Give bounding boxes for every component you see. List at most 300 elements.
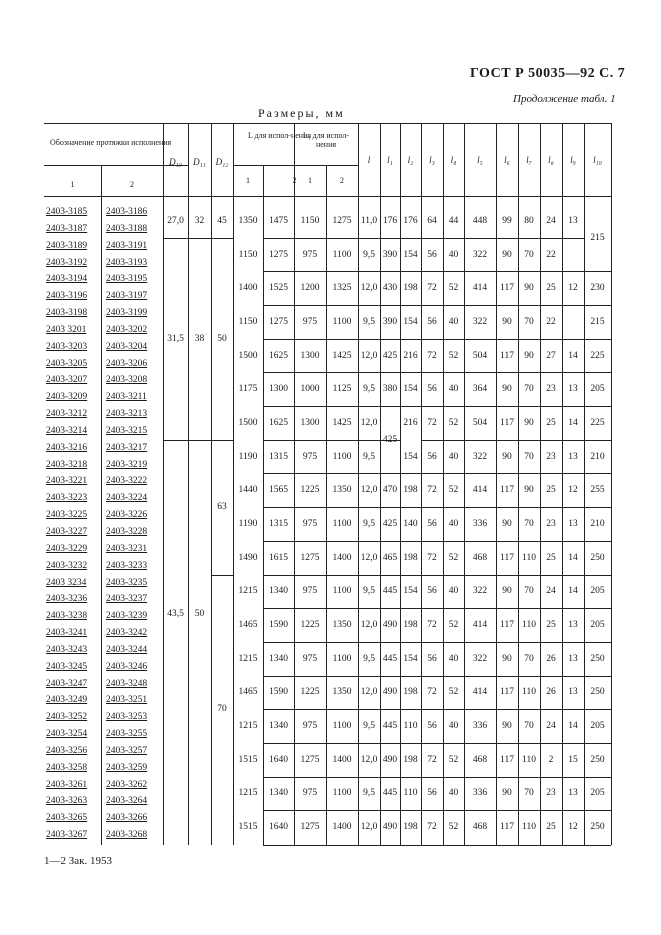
d10-value: 43,5 [167, 609, 184, 620]
data-cell: 12,0 [360, 485, 378, 496]
l10-value: 210 [590, 451, 605, 462]
code-exec2: 2403-3237 [106, 594, 148, 605]
data-cell: 445 [382, 788, 398, 799]
header-l6: l₆ [504, 155, 510, 165]
data-cell: 1340 [269, 788, 288, 799]
data-cell: 322 [472, 316, 488, 327]
data-cell: 322 [472, 451, 488, 462]
code-exec1: 2403-3212 [46, 409, 88, 420]
data-cell: 445 [382, 653, 398, 664]
code-exec2: 2403-3211 [106, 392, 147, 403]
data-cell: 110 [522, 687, 536, 698]
data-cell: 9,5 [363, 586, 375, 597]
data-cell: 1350 [332, 687, 352, 698]
header-l7: l₇ [526, 155, 532, 165]
header-l10: l₁₀ [593, 155, 602, 165]
data-cell: 70 [524, 316, 534, 327]
data-cell: 90 [502, 249, 512, 260]
data-cell: 140 [403, 519, 418, 529]
data-cell: 72 [427, 822, 437, 833]
code-exec2: 2403-3226 [106, 510, 148, 521]
data-cell: 975 [302, 788, 318, 799]
code-exec1: 2403-3218 [46, 459, 88, 470]
data-cell: 490 [382, 754, 398, 765]
data-cell: 414 [472, 620, 488, 631]
data-cell: 975 [302, 653, 318, 664]
code-exec2: 2403-3195 [106, 274, 148, 285]
data-cell: 1100 [332, 316, 352, 327]
header-L1: L₁ для испол-нения [302, 131, 350, 149]
data-cell: 198 [403, 485, 418, 496]
data-cell: 1190 [238, 519, 258, 529]
data-cell: 1300 [300, 350, 320, 361]
data-cell: 52 [448, 822, 459, 833]
data-cell: 1315 [269, 519, 288, 529]
data-cell: 72 [427, 485, 437, 496]
data-cell: 40 [448, 788, 459, 799]
code-exec1: 2403-3241 [46, 628, 88, 639]
data-cell: 70 [524, 653, 534, 664]
data-cell: 56 [427, 249, 437, 260]
l10-value: 210 [590, 519, 605, 529]
header-L-col1: 1 [246, 176, 250, 185]
data-cell: 56 [427, 316, 437, 327]
header-l2: l₂ [407, 155, 414, 165]
data-cell: 1425 [332, 350, 352, 361]
data-cell: 12,0 [360, 283, 378, 294]
data-cell: 1100 [332, 788, 352, 799]
data-cell: 110 [522, 620, 536, 631]
data-cell: 154 [403, 384, 418, 395]
data-cell: 154 [403, 451, 418, 462]
data-cell: 25 [546, 417, 556, 428]
data-cell: 90 [524, 283, 534, 294]
header-l: l [367, 155, 371, 165]
code-exec1: 2403-3245 [46, 661, 88, 672]
data-cell: 1400 [332, 822, 352, 833]
data-cell: 1315 [269, 451, 288, 462]
data-cell: 9,5 [363, 721, 375, 732]
header-L-col2: 2 [292, 176, 297, 185]
data-cell: 1175 [238, 384, 258, 395]
data-cell: 90 [524, 485, 534, 496]
code-exec1: 2403-3243 [46, 644, 88, 655]
code-exec2: 2403-3206 [106, 358, 148, 369]
data-cell: 40 [448, 249, 459, 260]
code-exec2: 2403-3224 [106, 493, 148, 504]
code-exec1: 2403-3205 [46, 358, 88, 369]
data-cell: 1500 [238, 417, 258, 428]
data-cell: 1215 [238, 788, 258, 799]
data-cell: 40 [448, 384, 459, 395]
data-cell: 110 [403, 788, 418, 799]
code-exec1: 2403-3258 [46, 762, 88, 773]
d12-value: 45 [217, 215, 227, 226]
data-cell: 216 [403, 350, 418, 361]
code-exec1: 2403-3196 [46, 291, 88, 302]
data-cell: 9,5 [363, 249, 375, 260]
data-cell: 1275 [300, 822, 320, 833]
data-cell: 13 [568, 620, 578, 631]
l10-value: 205 [590, 788, 605, 799]
data-cell: 1625 [269, 350, 288, 361]
data-cell: 117 [500, 822, 514, 833]
data-cell: 90 [502, 384, 512, 395]
data-cell: 1275 [269, 249, 288, 260]
data-cell: 1340 [269, 653, 288, 664]
data-cell: 25 [546, 552, 556, 563]
data-cell: 70 [524, 451, 534, 462]
l10-value: 250 [590, 687, 605, 698]
l10-value: 215 [590, 232, 605, 243]
code-exec1: 2403-3238 [46, 611, 88, 622]
data-cell: 1525 [269, 283, 288, 294]
data-cell: 117 [500, 417, 514, 428]
data-cell: 70 [524, 384, 534, 395]
data-cell: 26 [546, 653, 556, 664]
data-cell: 13 [568, 788, 578, 799]
code-exec1: 2403-3229 [46, 543, 88, 554]
data-cell: 1475 [269, 215, 288, 226]
code-exec2: 2403-3264 [106, 796, 148, 807]
data-cell: 1500 [238, 350, 258, 361]
data-cell: 90 [502, 316, 512, 327]
code-exec1: 2403-3236 [46, 594, 88, 605]
code-exec2: 2403-3255 [106, 729, 148, 740]
data-cell: 52 [448, 754, 459, 765]
data-cell: 52 [448, 687, 459, 698]
data-cell: 52 [448, 350, 459, 361]
data-cell: 117 [500, 754, 514, 765]
data-cell: 13 [568, 687, 578, 698]
code-exec1: 2403-3216 [46, 442, 88, 453]
data-cell: 110 [403, 721, 418, 732]
data-cell: 1100 [332, 451, 352, 462]
data-cell: 1225 [300, 485, 320, 496]
data-cell: 99 [502, 215, 512, 226]
data-cell: 445 [382, 586, 398, 597]
code-exec1: 2403-3265 [46, 813, 88, 824]
data-cell: 14 [568, 552, 578, 563]
data-cell: 1275 [269, 316, 288, 327]
code-exec2: 2403-3188 [106, 223, 148, 234]
data-cell: 117 [500, 552, 514, 563]
header-L: L для испол-нения [247, 131, 312, 140]
header-l5: l₅ [477, 155, 483, 165]
code-exec1: 2403-3221 [46, 476, 88, 487]
code-exec2: 2403-3202 [106, 324, 148, 335]
code-exec1: 2403-3209 [46, 392, 88, 403]
data-cell: 23 [546, 788, 556, 799]
data-cell: 22 [546, 316, 556, 327]
data-cell: 1190 [238, 451, 258, 462]
l10-value: 250 [590, 754, 605, 765]
data-cell: 13 [568, 215, 578, 226]
data-cell: 90 [502, 451, 512, 462]
data-cell: 1590 [269, 687, 288, 698]
data-cell: 1465 [238, 687, 258, 698]
data-cell: 25 [546, 822, 556, 833]
data-cell: 24 [546, 721, 556, 732]
document-header: ГОСТ Р 50035—92 С. 7 [470, 66, 626, 81]
data-cell: 1350 [332, 485, 352, 496]
data-cell: 1215 [238, 586, 258, 597]
code-exec1: 2403-3267 [46, 830, 88, 841]
data-cell: 1440 [238, 485, 258, 496]
data-cell: 1300 [269, 384, 288, 395]
data-cell: 117 [500, 350, 514, 361]
data-cell: 13 [568, 519, 578, 529]
code-exec2: 2403-3231 [106, 543, 148, 554]
code-exec2: 2403-3268 [106, 830, 148, 841]
data-cell: 12,0 [360, 350, 378, 361]
data-cell: 12 [568, 485, 578, 496]
data-cell: 1225 [300, 620, 320, 631]
data-cell: 14 [568, 586, 578, 597]
code-exec1: 2403-3227 [46, 527, 88, 537]
d12-value: 70 [217, 704, 227, 715]
data-cell: 414 [472, 687, 488, 698]
code-exec1: 2403 3234 [46, 577, 87, 588]
data-cell: 9,5 [363, 788, 375, 799]
data-cell: 1225 [300, 687, 320, 698]
data-cell: 70 [524, 721, 534, 732]
data-cell: 56 [427, 721, 437, 732]
code-exec2: 2403-3213 [106, 409, 148, 420]
code-exec2: 2403-3219 [106, 459, 148, 470]
data-cell: 975 [302, 586, 318, 597]
data-cell: 1625 [269, 417, 288, 428]
data-cell: 24 [546, 215, 556, 226]
data-cell: 52 [448, 417, 459, 428]
data-cell: 176 [403, 215, 418, 226]
code-exec2: 2403-3208 [106, 375, 148, 386]
code-exec1: 2403-3232 [46, 560, 88, 571]
data-cell: 90 [502, 519, 512, 529]
data-cell: 72 [427, 283, 437, 294]
code-exec2: 2403-3217 [106, 442, 148, 453]
data-cell: 40 [448, 316, 459, 327]
data-cell: 12,0 [360, 754, 378, 765]
data-cell: 364 [472, 384, 488, 395]
data-cell: 90 [524, 350, 534, 361]
data-cell: 9,5 [363, 316, 375, 327]
data-cell: 975 [302, 519, 318, 529]
data-cell: 1275 [300, 552, 320, 563]
data-cell: 110 [522, 822, 536, 833]
code-exec1: 2403-3194 [46, 274, 88, 285]
data-cell: 1300 [300, 417, 320, 428]
code-exec2: 2403-3257 [106, 745, 148, 756]
data-cell: 1275 [300, 754, 320, 765]
data-cell: 27 [546, 350, 556, 361]
l10-value: 205 [590, 620, 605, 631]
code-exec2: 2403-3253 [106, 712, 148, 723]
data-cell: 448 [472, 215, 488, 226]
l10-value: 205 [590, 586, 605, 597]
code-exec1: 2403 3201 [46, 324, 87, 335]
data-cell: 1400 [332, 754, 352, 765]
code-exec1: 2403-3225 [46, 510, 88, 521]
data-cell: 336 [472, 788, 488, 799]
code-exec1: 2403-3254 [46, 729, 88, 740]
data-cell: 70 [524, 519, 534, 529]
data-cell: 23 [546, 384, 556, 395]
code-exec2: 2403-3199 [106, 308, 148, 319]
data-cell: 336 [472, 721, 488, 732]
d10-value: 27,0 [167, 215, 184, 226]
data-cell: 22 [546, 249, 556, 260]
l10-value: 225 [590, 350, 605, 361]
data-cell: 975 [302, 721, 318, 732]
header-l4: l₄ [450, 155, 457, 165]
data-cell: 198 [403, 822, 418, 833]
data-cell: 1350 [332, 620, 352, 631]
header-l8: l₈ [548, 155, 554, 165]
data-cell: 52 [448, 620, 459, 631]
data-cell: 12,0 [360, 822, 378, 833]
data-cell: 390 [382, 249, 398, 260]
data-cell: 40 [448, 586, 459, 597]
data-cell: 1565 [269, 485, 288, 496]
data-cell: 198 [403, 620, 418, 631]
data-cell: 9,5 [363, 519, 375, 529]
data-cell: 72 [427, 754, 437, 765]
code-exec1: 2403-3203 [46, 341, 88, 352]
data-cell: 468 [472, 822, 488, 833]
code-exec2: 2403-3248 [106, 678, 148, 689]
header-L1-col1: 1 [308, 176, 312, 185]
data-cell: 56 [427, 788, 437, 799]
data-cell: 414 [472, 485, 488, 496]
code-exec1: 2403-3185 [46, 207, 88, 217]
header-l1: l₁ [387, 155, 393, 165]
data-cell: 1200 [300, 283, 320, 294]
data-cell: 504 [472, 417, 488, 428]
header-l3: l₃ [429, 155, 435, 165]
header-designation-col1: 1 [70, 180, 75, 189]
code-exec1: 2403-3256 [46, 745, 88, 756]
data-cell: 44 [448, 215, 459, 226]
data-cell: 70 [524, 249, 534, 260]
data-cell: 154 [403, 653, 418, 664]
table-units-caption: Размеры, мм [258, 106, 345, 120]
code-exec1: 2403-3247 [46, 678, 88, 689]
data-cell: 470 [382, 485, 398, 496]
data-cell: 117 [500, 485, 514, 496]
data-cell: 1100 [332, 721, 352, 732]
data-cell: 1325 [332, 283, 352, 294]
data-cell: 90 [524, 417, 534, 428]
data-cell: 13 [568, 451, 578, 462]
d12-value: 63 [217, 502, 227, 513]
data-cell: 14 [568, 417, 578, 428]
data-cell: 90 [502, 721, 512, 732]
data-cell: 117 [500, 687, 514, 698]
data-cell: 117 [500, 283, 514, 294]
data-cell: 1215 [238, 653, 258, 664]
code-exec2: 2403-3266 [106, 813, 148, 824]
data-cell: 15 [568, 754, 578, 765]
code-exec2: 2403-3246 [106, 661, 148, 672]
data-cell: 425 [382, 519, 398, 529]
data-cell: 1350 [238, 215, 258, 226]
data-cell: 1640 [269, 754, 288, 765]
code-exec2: 2403-3259 [106, 762, 148, 773]
data-cell: 1100 [332, 586, 352, 597]
data-cell: 1515 [238, 754, 258, 765]
data-cell: 25 [546, 620, 556, 631]
data-cell: 25 [546, 283, 556, 294]
data-cell: 490 [382, 687, 398, 698]
l10-value: 255 [590, 485, 605, 496]
data-cell: 1100 [332, 249, 352, 260]
data-cell: 1100 [332, 519, 352, 529]
data-cell: 198 [403, 283, 418, 294]
data-cell: 72 [427, 417, 437, 428]
code-exec1: 2403-3252 [46, 712, 88, 723]
d12-value: 50 [217, 333, 227, 344]
l10-value: 205 [590, 384, 605, 395]
data-cell: 1400 [332, 552, 352, 563]
data-cell: 198 [403, 552, 418, 563]
data-cell: 504 [472, 350, 488, 361]
data-cell: 26 [546, 687, 556, 698]
data-cell: 1340 [269, 721, 288, 732]
header-d10: D₁₀ [169, 157, 182, 167]
data-cell: 490 [382, 822, 398, 833]
data-cell: 1640 [269, 822, 288, 833]
data-cell: 322 [472, 249, 488, 260]
code-exec2: 2403-3242 [106, 628, 148, 639]
header-designation: Обозначение протяжки исполнения [50, 138, 172, 147]
data-cell: 72 [427, 350, 437, 361]
code-exec2: 2403-3251 [106, 695, 148, 706]
data-cell: 52 [448, 485, 459, 496]
data-cell: 468 [472, 754, 488, 765]
data-cell: 11,0 [360, 215, 378, 226]
data-cell: 1465 [238, 620, 258, 631]
data-cell: 110 [522, 552, 536, 563]
header-l9: l₉ [570, 155, 576, 165]
data-cell: 56 [427, 586, 437, 597]
data-cell: 465 [382, 552, 398, 563]
data-cell: 40 [448, 451, 459, 462]
data-cell: 12 [568, 283, 578, 294]
data-cell: 64 [427, 215, 437, 226]
data-cell: 40 [448, 519, 459, 529]
data-cell: 1515 [238, 822, 258, 833]
data-cell: 12,0 [360, 687, 378, 698]
data-cell: 1125 [332, 384, 352, 395]
code-exec2: 2403-3191 [106, 240, 148, 251]
code-exec1: 2403-3187 [46, 223, 88, 234]
code-exec2: 2403-3197 [106, 291, 148, 302]
code-exec2: 2403-3235 [106, 577, 148, 588]
code-exec2: 2403-3186 [106, 207, 148, 217]
data-cell: 56 [427, 384, 437, 395]
table-continuation-label: Продолжение табл. 1 [513, 93, 616, 105]
l10-value: 230 [590, 283, 605, 294]
data-cell: 13 [568, 384, 578, 395]
code-exec1: 2403-3249 [46, 695, 88, 706]
data-cell: 90 [502, 788, 512, 799]
code-exec1: 2403-3263 [46, 796, 88, 807]
d11-value: 50 [194, 609, 205, 620]
header-L1-col2: 2 [340, 176, 344, 185]
data-cell: 13 [568, 653, 578, 664]
data-cell: 414 [472, 283, 488, 294]
